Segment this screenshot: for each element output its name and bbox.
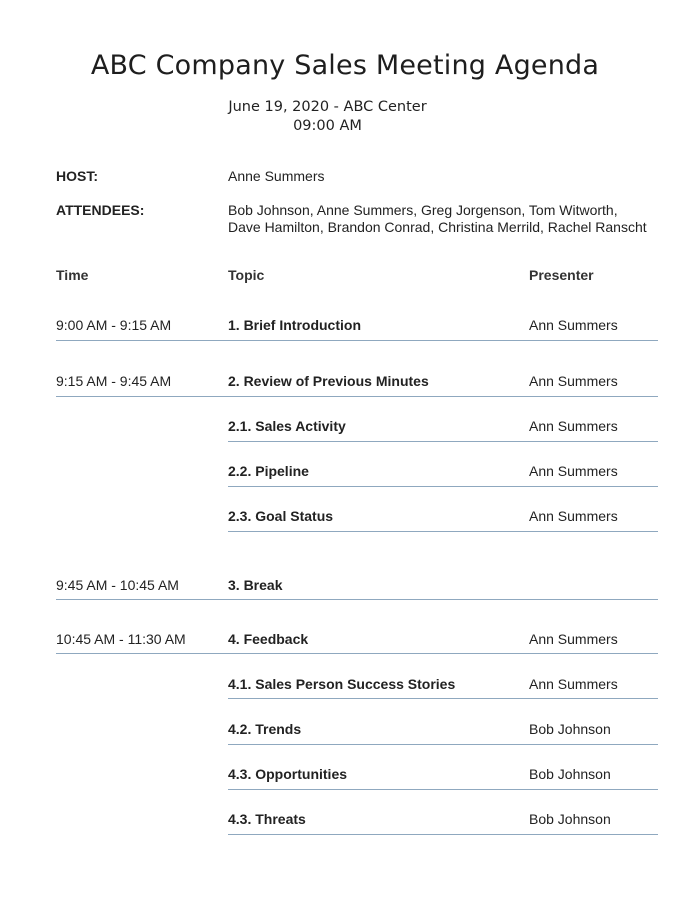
row-divider bbox=[228, 834, 658, 835]
row-topic: 4. Feedback bbox=[228, 631, 309, 647]
row-topic: 3. Break bbox=[228, 577, 283, 593]
row-time: 9:00 AM - 9:15 AM bbox=[56, 317, 172, 333]
agenda-row bbox=[0, 721, 690, 741]
row-presenter: Ann Summers bbox=[529, 631, 618, 647]
row-presenter: Ann Summers bbox=[529, 463, 618, 479]
agenda-row bbox=[0, 373, 690, 393]
attendees-line-2: Dave Hamilton, Brandon Conrad, Christina Merrild, Rachel Ranscht bbox=[228, 219, 647, 235]
row-topic: 4.3. Opportunities bbox=[228, 766, 348, 782]
agenda-row bbox=[0, 463, 690, 483]
agenda-row bbox=[0, 811, 690, 831]
row-presenter: Ann Summers bbox=[529, 508, 618, 524]
row-presenter: Bob Johnson bbox=[529, 721, 611, 737]
row-topic: 2.1. Sales Activity bbox=[228, 418, 346, 434]
host-label: HOST: bbox=[56, 168, 98, 184]
meeting-time: 09:00 AM bbox=[293, 118, 362, 134]
meeting-date-location: June 19, 2020 - ABC Center bbox=[228, 99, 427, 115]
row-divider bbox=[56, 599, 658, 600]
row-topic: 2. Review of Previous Minutes bbox=[228, 373, 429, 389]
row-presenter: Bob Johnson bbox=[529, 766, 611, 782]
attendees-label: ATTENDEES: bbox=[56, 202, 145, 218]
row-topic: 1. Brief Introduction bbox=[228, 317, 361, 333]
row-divider bbox=[228, 441, 658, 442]
agenda-row bbox=[0, 766, 690, 786]
page-title: ABC Company Sales Meeting Agenda bbox=[90, 50, 600, 81]
row-time: 10:45 AM - 11:30 AM bbox=[56, 631, 186, 647]
column-header-topic: Topic bbox=[228, 267, 265, 283]
row-divider bbox=[228, 744, 658, 745]
agenda-row bbox=[0, 676, 690, 696]
agenda-row bbox=[0, 418, 690, 438]
column-header-time: Time bbox=[56, 267, 89, 283]
row-presenter: Bob Johnson bbox=[529, 811, 611, 827]
row-divider bbox=[228, 531, 658, 532]
host-value: Anne Summers bbox=[228, 168, 325, 184]
row-presenter: Ann Summers bbox=[529, 676, 618, 692]
agenda-row bbox=[0, 631, 690, 651]
row-topic: 2.2. Pipeline bbox=[228, 463, 309, 479]
row-presenter: Ann Summers bbox=[529, 373, 618, 389]
row-divider bbox=[228, 486, 658, 487]
agenda-row bbox=[0, 317, 690, 337]
row-divider bbox=[56, 340, 658, 341]
row-divider bbox=[56, 653, 658, 654]
attendees-line-1: Bob Johnson, Anne Summers, Greg Jorgenson, Tom Witworth, bbox=[228, 202, 618, 218]
row-presenter: Ann Summers bbox=[529, 317, 618, 333]
row-topic: 4.2. Trends bbox=[228, 721, 302, 737]
row-presenter: Ann Summers bbox=[529, 418, 618, 434]
row-topic: 2.3. Goal Status bbox=[228, 508, 334, 524]
row-time: 9:15 AM - 9:45 AM bbox=[56, 373, 172, 389]
row-topic: 4.1. Sales Person Success Stories bbox=[228, 676, 456, 692]
column-header-presenter: Presenter bbox=[529, 267, 594, 283]
row-divider bbox=[56, 396, 658, 397]
agenda-row bbox=[0, 508, 690, 528]
row-divider bbox=[228, 698, 658, 699]
row-divider bbox=[228, 789, 658, 790]
row-time: 9:45 AM - 10:45 AM bbox=[56, 577, 179, 593]
agenda-row bbox=[0, 577, 690, 597]
row-topic: 4.3. Threats bbox=[228, 811, 306, 827]
